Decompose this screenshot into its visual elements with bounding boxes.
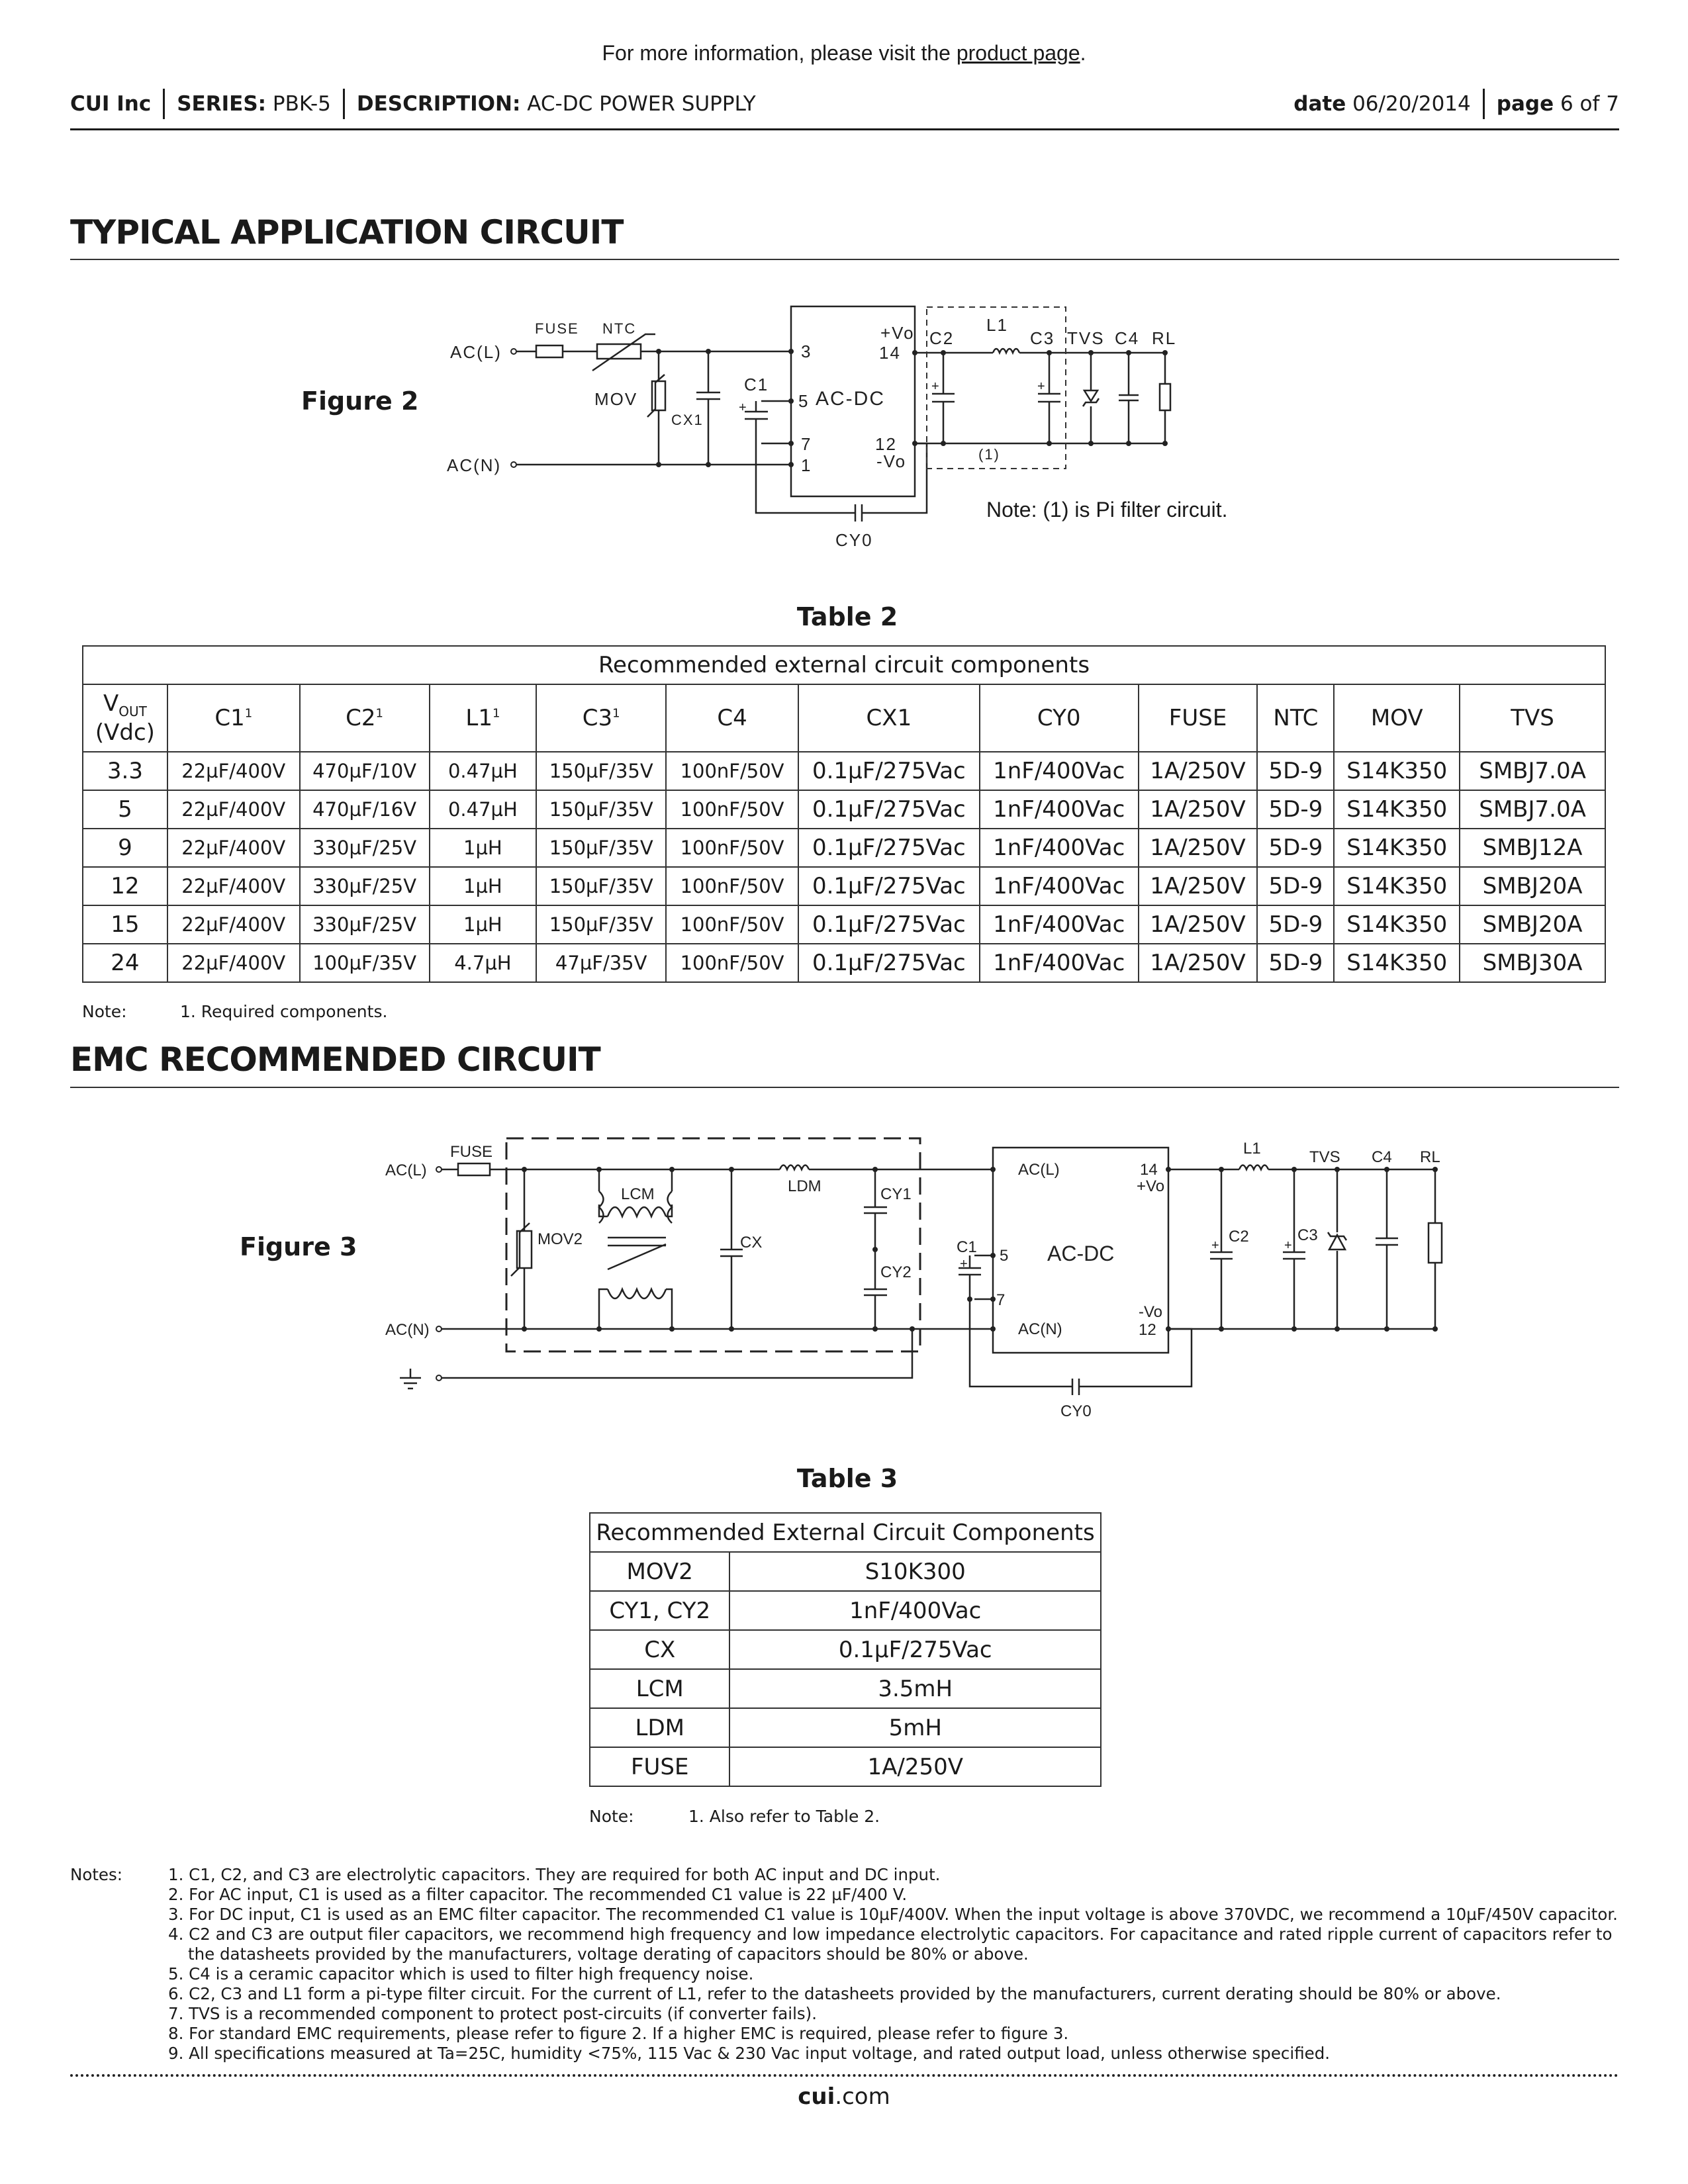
fig2-c2: C2 (929, 328, 955, 348)
fig2-acl: AC(L) (450, 342, 502, 362)
series-label: SERIES: (177, 92, 267, 116)
table-row: 9 22µF/400V 330µF/25V 1µH 150µF/35V 100nF/50V 0.1µF/275Vac 1nF/400Vac 1A/250V 5D-9 S14K350 SMBJ12A (83, 829, 1605, 867)
table-row: LCM 3.5mH (590, 1669, 1101, 1708)
table-2-note: 1. Required components. (180, 1002, 388, 1021)
fig3-pin14: 14 (1140, 1161, 1158, 1179)
fig2-pin1: 1 (801, 455, 812, 475)
figure-2-label: Figure 2 (301, 387, 419, 416)
notes-list (168, 1865, 1619, 2064)
fig3-module: AC-DC (1047, 1242, 1115, 1265)
fig3-mod-acl: AC(L) (1018, 1161, 1060, 1179)
header-divider (1483, 89, 1485, 119)
fig3-pin7: 7 (996, 1291, 1006, 1309)
page-header (70, 87, 1619, 120)
svg-text:+: + (931, 379, 941, 394)
table-row: 24 22µF/400V 100µF/35V 4.7µH 47µF/35V 100nF/50V 0.1µF/275Vac 1nF/400Vac 1A/250V 5D-9 S14K350 SMBJ30A (83, 944, 1605, 982)
section-title-emc: EMC RECOMMENDED CIRCUIT (70, 1040, 600, 1079)
fuse-symbol (536, 345, 563, 357)
footer (0, 2083, 1688, 2110)
section-rule (70, 1087, 1619, 1088)
table-row: LDM 5mH (590, 1708, 1101, 1747)
date-value: 06/20/2014 (1352, 92, 1471, 116)
fig2-module: AC-DC (816, 388, 885, 410)
fig2-c4: C4 (1115, 328, 1140, 348)
fig2-rl: RL (1152, 328, 1177, 348)
fig3-cy0: CY0 (1060, 1402, 1092, 1420)
table-2-header-l1: $L1^1$ (430, 684, 537, 752)
figure-3-label: Figure 3 (240, 1232, 357, 1261)
svg-text:+: + (739, 400, 748, 415)
list-item: 6. C2, C3 and L1 form a pi-type filter circuit. For the current of L1, refer to the datasheets provided by the manufacturers, current derating should be 80% or above. (168, 1984, 1501, 2003)
table-2-header-mov: MOV (1334, 684, 1460, 752)
table-2-header-c4: C4 (666, 684, 798, 752)
table-2-title: Table 2 (796, 602, 898, 631)
top-info-tail: . (1080, 41, 1086, 65)
list-item: 1. C1, C2, and C3 are electrolytic capacitors. They are required for both AC input and DC input. (168, 1865, 941, 1884)
table-2-header-c1: $C1^1$ (167, 684, 300, 752)
table-2-header-cx1: CX1 (798, 684, 980, 752)
fig2-c3: C3 (1030, 328, 1055, 348)
table-3-header: Recommended External Circuit Components (590, 1513, 1101, 1552)
fig3-acn: AC(N) (385, 1321, 430, 1339)
table-3-title: Table 3 (796, 1464, 898, 1493)
top-info (0, 41, 1688, 66)
list-item: 9. All specifications measured at Ta=25C, humidity <75%, 115 Vac & 230 Vac input voltage, and rated output load, unless otherwise specified. (168, 2044, 1331, 2063)
fig2-pin7: 7 (801, 434, 812, 454)
fig2-fuse: FUSE (535, 320, 579, 337)
page-value: 6 of 7 (1560, 92, 1619, 116)
fig3-vo-plus: +Vo (1137, 1177, 1165, 1195)
table-2-header-c2: $C2^1$ (300, 684, 430, 752)
fig2-acn: AC(N) (447, 455, 502, 475)
fig3-l1: L1 (1243, 1140, 1261, 1158)
fig3-lcm: LCM (621, 1185, 655, 1203)
figure-2-note: Note: (1) is Pi filter circuit. (986, 498, 1228, 522)
table-2-header-c3: $C3^1$ (536, 684, 666, 752)
figure-3-circuit (371, 1125, 1456, 1430)
header-rule (70, 128, 1619, 130)
footer-rule (70, 2074, 1619, 2077)
fig3-mod-acn: AC(N) (1018, 1320, 1062, 1338)
fig2-vo-minus: -Vo (876, 451, 907, 471)
list-item: 7. TVS is a recommended component to protect post-circuits (if converter fails). (168, 2004, 817, 2023)
header-divider (163, 89, 165, 119)
fig3-vo-minus: -Vo (1139, 1303, 1163, 1321)
fig3-c2: C2 (1229, 1228, 1249, 1246)
table-2-header-cy0: CY0 (980, 684, 1139, 752)
table-2-header-vout: $V_{OUT}$ (Vdc) (83, 684, 167, 752)
series-value: PBK-5 (272, 92, 331, 116)
page-label: page (1496, 92, 1554, 116)
fig2-cx1: CX1 (671, 412, 704, 428)
fig3-fuse: FUSE (450, 1143, 493, 1161)
fig3-cx: CX (740, 1234, 763, 1251)
list-item: 4. C2 and C3 are output filer capacitors, we recommend high frequency and low impedance electrolytic capacitors. For capacitance and rated ripple current of capacitors refer to the datasheets provided by the manufacturers, voltage derating of capacitors should be 80% or above. (168, 1925, 1613, 1964)
mov-symbol (652, 381, 665, 410)
list-item: 8. For standard EMC requirements, please refer to figure 2. If a higher EMC is required, please refer to figure 3. (168, 2024, 1069, 2043)
svg-text:+: + (1284, 1238, 1292, 1253)
fig2-pin3: 3 (801, 341, 812, 361)
section-rule (70, 259, 1619, 260)
fig2-ntc: NTC (602, 320, 637, 337)
fig2-pin5: 5 (798, 391, 810, 411)
table-row: CY1, CY2 1nF/400Vac (590, 1591, 1101, 1630)
table-row: 5 22µF/400V 470µF/16V 0.47µH 150µF/35V 100nF/50V 0.1µF/275Vac 1nF/400Vac 1A/250V 5D-9 S14K350 SMBJ7.0A (83, 790, 1605, 829)
fig3-cy2: CY2 (880, 1263, 912, 1281)
list-item: 3. For DC input, C1 is used as an EMC filter capacitor. The recommended C1 value is 10µF/400V. When the input voltage is above 370VDC, we recommend a 10µF/450V capacitor. (168, 1905, 1618, 1924)
company-name: CUI Inc (70, 92, 152, 116)
footer-brand: cui (798, 2083, 835, 2110)
fig3-c1: C1 (957, 1238, 977, 1256)
header-divider (343, 89, 345, 119)
rl-symbol (1429, 1223, 1442, 1263)
table-row: MOV2 S10K300 (590, 1552, 1101, 1591)
fig2-c1: C1 (744, 375, 769, 394)
fig2-pin14: 14 (879, 343, 901, 363)
fuse-symbol (458, 1163, 490, 1175)
fig3-c4: C4 (1372, 1148, 1392, 1166)
fig2-mov: MOV (594, 389, 638, 409)
fig3-pin5: 5 (1000, 1247, 1009, 1265)
table-2-header-fuse: FUSE (1139, 684, 1258, 752)
table-3-note: 1. Also refer to Table 2. (688, 1807, 880, 1826)
product-page-link[interactable]: product page (956, 41, 1080, 65)
table-2 (82, 645, 1606, 983)
svg-text:+: + (1037, 379, 1047, 394)
svg-text:+: + (1211, 1238, 1219, 1253)
description-value: AC-DC POWER SUPPLY (527, 92, 756, 116)
top-info-text: For more information, please visit the (602, 41, 957, 65)
fig3-pin12: 12 (1139, 1321, 1156, 1339)
fig3-cy1: CY1 (880, 1185, 912, 1203)
fig2-pin12: 12 (875, 434, 897, 454)
fig3-rl: RL (1420, 1148, 1440, 1166)
list-item: 5. C4 is a ceramic capacitor which is used to filter high frequency noise. (168, 1964, 754, 1983)
table-row: FUSE 1A/250V (590, 1747, 1101, 1786)
fig3-tvs: TVS (1309, 1148, 1340, 1166)
table-2-span-header: Recommended external circuit components (83, 646, 1605, 684)
fig2-tvs: TVS (1067, 328, 1105, 348)
table-3-note-label: Note: (589, 1807, 634, 1826)
table-3 (589, 1512, 1102, 1787)
fig2-l1: L1 (986, 315, 1008, 335)
fig2-pi: (1) (978, 446, 1000, 463)
description-label: DESCRIPTION: (356, 92, 521, 116)
fig3-c3: C3 (1297, 1226, 1318, 1244)
fig3-mov2: MOV2 (538, 1230, 583, 1248)
fig3-acl: AC(L) (385, 1161, 427, 1179)
table-2-header-ntc: NTC (1257, 684, 1334, 752)
table-row: CX 0.1µF/275Vac (590, 1630, 1101, 1669)
footer-suffix: .com (835, 2083, 890, 2110)
date-label: date (1293, 92, 1346, 116)
list-item: 2. For AC input, C1 is used as a filter capacitor. The recommended C1 value is 22 µF/400 V. (168, 1885, 908, 1904)
svg-text:+: + (960, 1257, 968, 1271)
fig2-cy0: CY0 (835, 530, 873, 550)
notes-label: Notes: (70, 1865, 123, 1884)
fig2-vo-plus: +Vo (880, 323, 915, 343)
table-row: 12 22µF/400V 330µF/25V 1µH 150µF/35V 100nF/50V 0.1µF/275Vac 1nF/400Vac 1A/250V 5D-9 S14K350 SMBJ20A (83, 867, 1605, 905)
section-title-typical-application: TYPICAL APPLICATION CIRCUIT (70, 213, 624, 251)
fig3-ldm: LDM (788, 1177, 821, 1195)
table-row: 15 22µF/400V 330µF/25V 1µH 150µF/35V 100nF/50V 0.1µF/275Vac 1nF/400Vac 1A/250V 5D-9 S14K350 SMBJ20A (83, 905, 1605, 944)
table-2-header-tvs: TVS (1460, 684, 1605, 752)
rl-symbol (1160, 384, 1170, 410)
table-2-note-label: Note: (82, 1002, 127, 1021)
table-row: 3.3 22µF/400V 470µF/10V 0.47µH 150µF/35V 100nF/50V 0.1µF/275Vac 1nF/400Vac 1A/250V 5D-9 S14K350 SMBJ7.0A (83, 752, 1605, 790)
